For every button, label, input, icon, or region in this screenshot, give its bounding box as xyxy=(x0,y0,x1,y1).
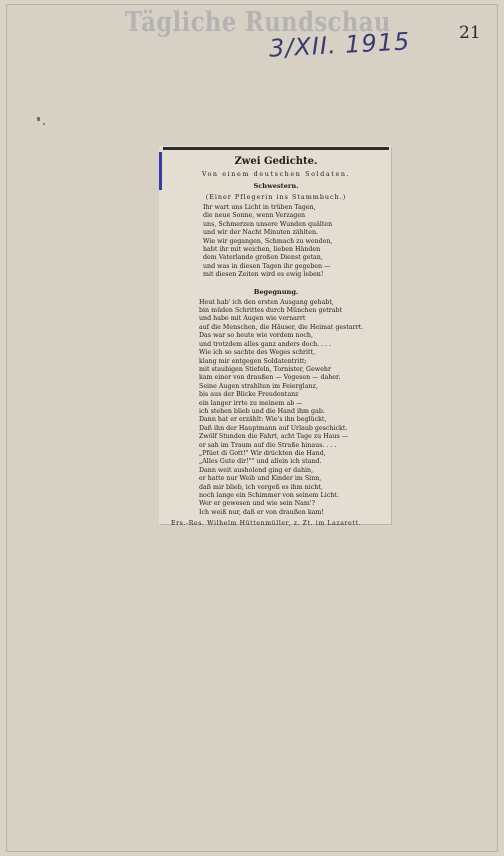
poem-line: auf die Menschen, die Häuser, die Heimat gestarrt. xyxy=(199,323,364,331)
poem2-title: Begegnung. xyxy=(253,287,299,296)
clipping-rule xyxy=(163,147,389,150)
poem-line: mit staubigen Stiefeln, Tornister, Gewehr xyxy=(199,365,331,373)
page-number: 21 xyxy=(459,23,481,43)
poem-line: ich stehen blieb und die Hand ihm gab. xyxy=(199,407,325,415)
poem-line: mit diesen Zeiten wird es ewig leben! xyxy=(203,271,324,279)
ink-speck xyxy=(37,117,40,121)
poem-line: klang mir entgegen Soldatentritt; xyxy=(199,357,307,365)
poem-line: ein langer irrte zu meinem ab — xyxy=(199,399,303,407)
ink-speck xyxy=(43,123,45,125)
poem-line: Dann weit ausholend ging er dahin, xyxy=(199,466,314,474)
poem-line: daß mir blieb, ich vergeß es ihm nicht, xyxy=(199,483,323,491)
poem-line: Ich weiß nur, daß er von draußen kam! xyxy=(199,508,324,516)
poem-line: die neue Sonne, wenn Verzagen xyxy=(203,212,306,220)
poem-line: habt ihr mit weichen, lieben Händen xyxy=(203,246,321,254)
archive-page xyxy=(6,4,498,852)
poem-line: noch lange ein Schimmer von seinem Licht. xyxy=(199,492,339,499)
poem-line: Wie wir gegangen, Schmach zu wenden, xyxy=(203,237,333,245)
poem1-lines xyxy=(171,204,381,280)
poem-line: und was in diesen Tagen ihr gegeben — xyxy=(203,262,331,270)
poem-line: Ihr wart uns Licht in trüben Tagen, xyxy=(203,204,316,211)
clipping-signature: Ers.-Res. Wilhelm Hüttenmüller, z. Zt. im Lazarett. xyxy=(171,520,362,528)
handwritten-date: 3/XII. 1915 xyxy=(268,27,411,63)
poem-line: Wer er gewesen und wie sein Nam'? xyxy=(199,500,315,508)
poem-line: Heut hab' ich den ersten Ausgang gehabt, xyxy=(199,298,334,306)
poem-line: und wir der Nacht Minuten zählten. xyxy=(203,229,319,237)
poem-line: bis aus der Blicke Freudentanz xyxy=(199,391,299,399)
poem-line: Zwölf Stunden die Fahrt, acht Tage zu Haus — xyxy=(199,433,349,441)
poem-line: Dann hat er erzählt: Wie's ihn beglückt, xyxy=(199,416,327,424)
clipping-title: Zwei Gedichte. xyxy=(234,156,318,167)
poem-line: Seine Augen strahlten im Feierglanz, xyxy=(199,382,318,390)
poem-line: bin müden Schrittes durch München getrabt xyxy=(199,307,343,315)
poem-line: Daß ihn der Hauptmann auf Urlaub geschickt. xyxy=(199,424,348,432)
poem-line: Das war so heute wie vordem noch, xyxy=(199,332,313,340)
poem2-lines xyxy=(171,299,381,518)
clipping-body xyxy=(171,156,381,527)
newspaper-clipping xyxy=(159,146,391,528)
poem1-note: (Einer Pflegerin ins Stammbuch.) xyxy=(205,193,347,201)
poem-line: „Pfüet di Gott!" Wir drückten die Hand, xyxy=(199,449,326,457)
clipping-edge-mark xyxy=(159,152,162,190)
poem-line: und habe mit Augen wie vernarrt xyxy=(199,315,306,323)
clipping-byline: Von einem deutschen Soldaten. xyxy=(201,170,351,178)
poem-line: er hatte nur Weib und Kinder im Sinn, xyxy=(199,475,322,483)
poem-line: kam einer von draußen — Vogesen — daher. xyxy=(199,374,341,382)
newspaper-stamp: Tägliche Rundschau xyxy=(125,7,391,38)
poem-line: er sah im Traum auf die Straße hinaus. . . . xyxy=(199,441,337,449)
poem-line: Wie ich so sachte des Weges schritt, xyxy=(199,349,316,357)
poem-line: und trotzdem alles ganz anders doch. . . . xyxy=(199,340,332,348)
poem-line: „Alles Gute dir!"" und allein ich stand. xyxy=(199,458,322,466)
poem-line: dem Vaterlande großen Dienst getan, xyxy=(203,254,323,262)
poem-line: uns, Schmerzen unsere Wunden quälten xyxy=(203,220,333,228)
poem1-title: Schwestern. xyxy=(253,182,299,190)
